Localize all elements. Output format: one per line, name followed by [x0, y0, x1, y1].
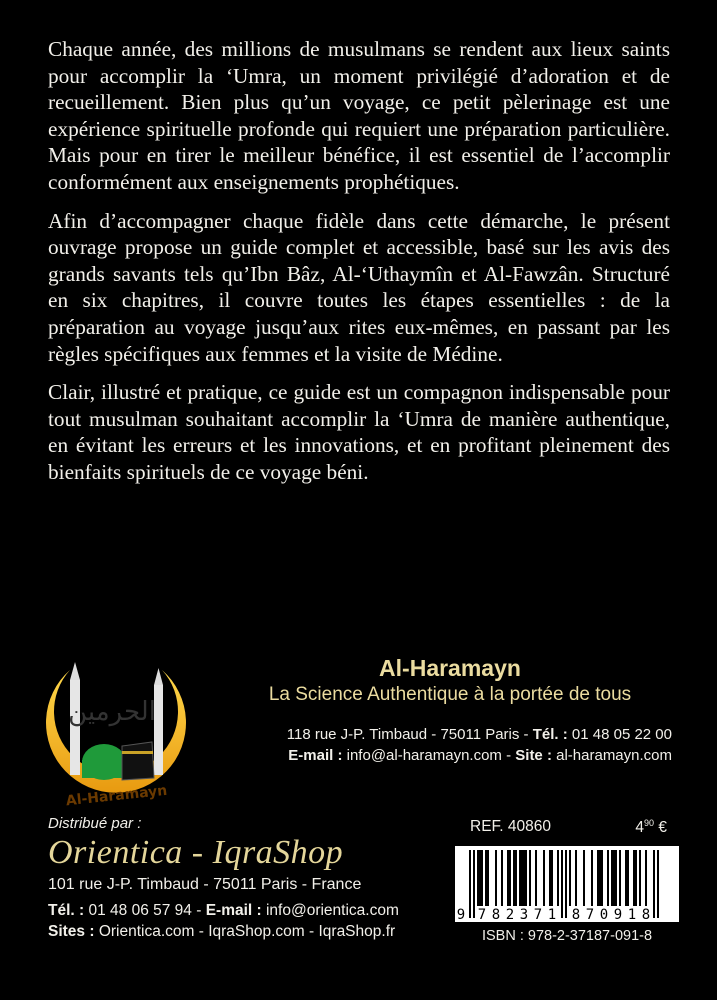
barcode-bar: [551, 850, 553, 906]
price-main: 4: [635, 819, 645, 837]
barcode-bar: [477, 850, 479, 906]
barcode-bar: [569, 850, 571, 906]
barcode-bar: [625, 850, 627, 906]
barcode-digit: 9: [456, 907, 466, 923]
barcode-bar: [535, 850, 537, 906]
barcode-bar: [583, 850, 585, 906]
barcode-digit: 1: [547, 907, 557, 923]
barcode-bar: [657, 850, 659, 918]
distributor-sites: Orientica.com - IqraShop.com - IqraShop.fr: [94, 923, 396, 940]
description-paragraph: Chaque année, des millions de musulmans se rendent aux lieux saints pour accomplir la ‘Umra, un moment privilégié d’adoration et de recueillement. Bien plus qu’un voyage, ce petit pèlerinage est une expérience spirituelle profonde qui requiert une préparation particulière. Mais pour en tirer le meilleur bénéfice, il est essentiel de l’accomplir conformément aux enseignements prophétiques.: [48, 37, 670, 194]
barcode-bar: [599, 850, 601, 906]
description-paragraph: Afin d’accompagner chaque fidèle dans cette démarche, le présent ouvrage propose un guide complet et accessible, basé sur les avis des grands savants tels qu’Ibn Bâz, Al-‘Uthaymîn et Al-Fawzân. Structuré en six chapitres, il couvre toutes les étapes essentielles : de la préparation au voyage jusqu’aux rites eux-mêmes, en passant par les règles spécifiques aux femmes et la visite de Médine.: [48, 208, 670, 366]
barcode-bar: [513, 850, 515, 906]
email-label: E-mail :: [205, 902, 262, 919]
publisher-address: 118 rue J-P. Timbaud - 75011 Paris -: [286, 726, 533, 743]
barcode-bar: [557, 850, 559, 906]
barcode-bar: [549, 850, 551, 906]
site-label: Site :: [515, 747, 552, 764]
distributor-label: Distribué par :: [48, 815, 142, 832]
publisher-logo: [42, 650, 192, 810]
barcode-bar: [575, 850, 577, 906]
price: [635, 818, 667, 837]
barcode-bar: [627, 850, 629, 906]
barcode-bar: [591, 850, 593, 906]
barcode-bar: [635, 850, 637, 906]
price-cents: 90: [644, 818, 655, 828]
isbn: ISBN : 978-2-37187-091-8: [481, 928, 653, 945]
barcode-block: [455, 818, 687, 944]
barcode-digit: 2: [505, 907, 515, 923]
barcode-bar: [529, 850, 531, 906]
distributor-sites-line: [48, 923, 399, 941]
barcode-bar: [485, 850, 487, 906]
barcode-bar: [619, 850, 621, 906]
barcode-bar: [487, 850, 489, 906]
publisher-email: info@al-haramayn.com -: [342, 747, 516, 764]
price-currency: €: [654, 819, 667, 837]
logo-arabic: الحرمين: [68, 697, 156, 727]
barcode-bar: [613, 850, 615, 906]
publisher-address-line: [210, 726, 672, 743]
distributor-name: Orientica - IqraShop: [48, 834, 344, 871]
barcode-digit: 7: [477, 907, 487, 923]
barcode-bar: [543, 850, 545, 906]
tel-label: Tél. :: [48, 902, 85, 919]
distributor-info: [48, 815, 399, 941]
barcode-bar: [645, 850, 647, 906]
barcode-bar: [509, 850, 511, 906]
publisher-contact-line: [210, 747, 672, 764]
barcode-bar: [615, 850, 617, 906]
svg-text:Al-Haramayn: Al-Haramayn: [65, 782, 168, 810]
barcode-bar: [495, 850, 497, 906]
barcode-bar: [479, 850, 481, 906]
publisher-slogan: La Science Authentique à la portée de tous: [268, 684, 632, 705]
barcode-bar: [653, 850, 655, 918]
barcode-digit: 7: [533, 907, 543, 923]
barcode-bar: [601, 850, 603, 906]
email-label: E-mail :: [288, 747, 343, 764]
back-cover-description: [48, 36, 670, 498]
distributor-tel: 01 48 06 57 94 -: [84, 902, 206, 919]
barcode-digit: 9: [613, 907, 623, 923]
barcode-bar: [523, 850, 525, 906]
reference-number: REF. 40860: [470, 818, 551, 835]
barcode-digit: 7: [585, 907, 595, 923]
tel-label: Tél. :: [532, 726, 568, 743]
sites-label: Sites :: [48, 923, 95, 940]
publisher-tel: 01 48 05 22 00: [567, 726, 672, 743]
barcode-bar: [639, 850, 641, 906]
barcode-bar: [473, 850, 475, 918]
barcode-bar: [633, 850, 635, 906]
barcode-bar: [611, 850, 613, 906]
description-paragraph: Clair, illustré et pratique, ce guide est un compagnon indispensable pour tout musulman souhaitant accomplir la ‘Umra de manière authentique, en évitant les erreurs et les innovations, et en profitant pleinement des bienfaits spirituels de ce voyage béni.: [48, 380, 670, 484]
barcode-digit: 0: [599, 907, 609, 923]
barcode-digit: 8: [491, 907, 501, 923]
barcode-digit: 3: [519, 907, 529, 923]
barcode-bar: [561, 850, 563, 918]
barcode-bar: [521, 850, 523, 906]
barcode-bar: [597, 850, 599, 906]
distributor-address: 101 rue J-P. Timbaud - 75011 Paris - France: [48, 876, 362, 893]
barcode-bar: [607, 850, 609, 906]
barcode-bar: [507, 850, 509, 906]
distributor-contact-line: [48, 902, 399, 920]
publisher-info: [210, 655, 690, 764]
barcode-bar: [515, 850, 517, 906]
barcode-digit: 8: [571, 907, 581, 923]
barcode-bar: [519, 850, 521, 906]
barcode-bar: [481, 850, 483, 906]
barcode-digit: 1: [627, 907, 637, 923]
barcode-bar: [525, 850, 527, 906]
barcode-bar: [565, 850, 567, 918]
barcode-digit: 8: [641, 907, 651, 923]
publisher-site: al-haramayn.com: [551, 747, 672, 764]
publisher-name: Al-Haramayn: [379, 655, 521, 681]
barcode-bar: [469, 850, 471, 918]
barcode: [455, 846, 679, 922]
barcode-bar: [501, 850, 503, 906]
distributor-email: info@orientica.com: [261, 902, 399, 919]
